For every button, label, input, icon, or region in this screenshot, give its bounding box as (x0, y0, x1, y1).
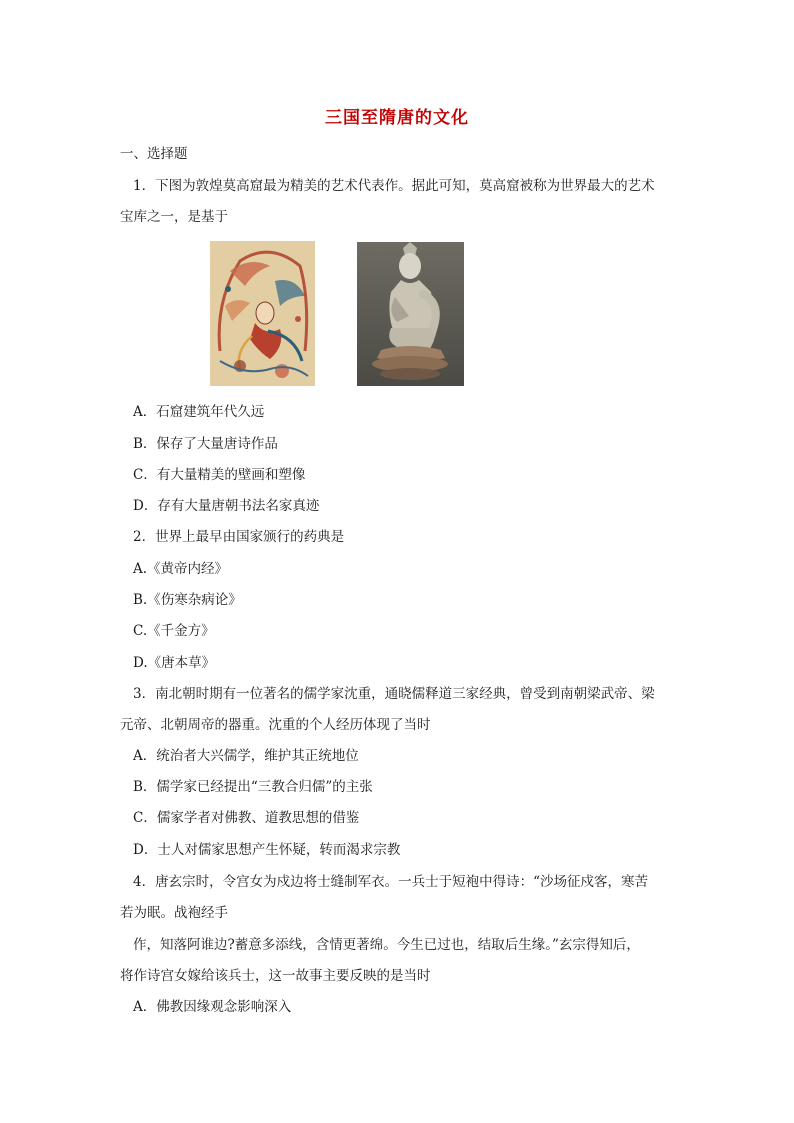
bodhisattva-statue-image (357, 242, 464, 386)
question-3-option-a: A．统治者大兴儒学，维护其正统地位 (133, 748, 359, 764)
question-1-option-a: A．石窟建筑年代久远 (133, 404, 265, 420)
page-title: 三国至隋唐的文化 (325, 108, 469, 128)
question-1-stem-line-2: 宝库之一，是基于 (120, 209, 228, 225)
question-4-option-a: A．佛教因缘观念影响深入 (133, 999, 292, 1015)
question-2-option-a: A.《黄帝内经》 (133, 561, 229, 577)
question-2-option-d: D.《唐本草》 (133, 655, 216, 671)
question-4-stem-line-3: 作，知落阿谁边?蓄意多添线，含情更著绵。今生已过也，结取后生缘。”玄宗得知后， (133, 937, 640, 953)
question-2-stem: 2．世界上最早由国家颁行的药典是 (133, 529, 345, 545)
section-heading: 一、选择题 (120, 146, 188, 162)
question-3-option-d: D．士人对儒家思想产生怀疑，转而渴求宗教 (133, 842, 401, 858)
question-3-stem-line-1: 3．南北朝时期有一位著名的儒学家沈重，通晓儒释道三家经典，曾受到南朝梁武帝、梁 (133, 686, 655, 702)
question-3-option-c: C．儒家学者对佛教、道教思想的借鉴 (133, 810, 360, 826)
question-1-option-c: C．有大量精美的壁画和塑像 (133, 467, 306, 483)
statue-illustration (357, 242, 464, 386)
question-4-stem-line-2: 若为眠。战袍经手 (120, 905, 228, 921)
question-2-option-b: B.《伤寒杂病论》 (133, 592, 242, 608)
question-4-stem-line-1: 4．唐玄宗时，令宫女为戍边将士缝制军衣。一兵士于短袍中得诗：“沙场征戍客，寒苦 (133, 874, 648, 890)
question-1-stem-line-1: 1．下图为敦煌莫高窟最为精美的艺术代表作。据此可知，莫高窟被称为世界最大的艺术 (133, 178, 655, 194)
mural-flying-apsaras-image (210, 241, 315, 386)
question-4-stem-line-4: 将作诗宫女嫁给该兵士，这一故事主要反映的是当时 (120, 968, 431, 984)
question-2-option-c: C.《千金方》 (133, 623, 215, 639)
question-3-option-b: B．儒学家已经提出“三教合归儒”的主张 (133, 779, 373, 795)
question-1-option-b: B．保存了大量唐诗作品 (133, 436, 278, 452)
question-3-stem-line-2: 元帝、北朝周帝的器重。沈重的个人经历体现了当时 (120, 717, 431, 733)
mural-illustration (210, 241, 315, 386)
question-1-option-d: D．存有大量唐朝书法名家真迹 (133, 498, 320, 514)
